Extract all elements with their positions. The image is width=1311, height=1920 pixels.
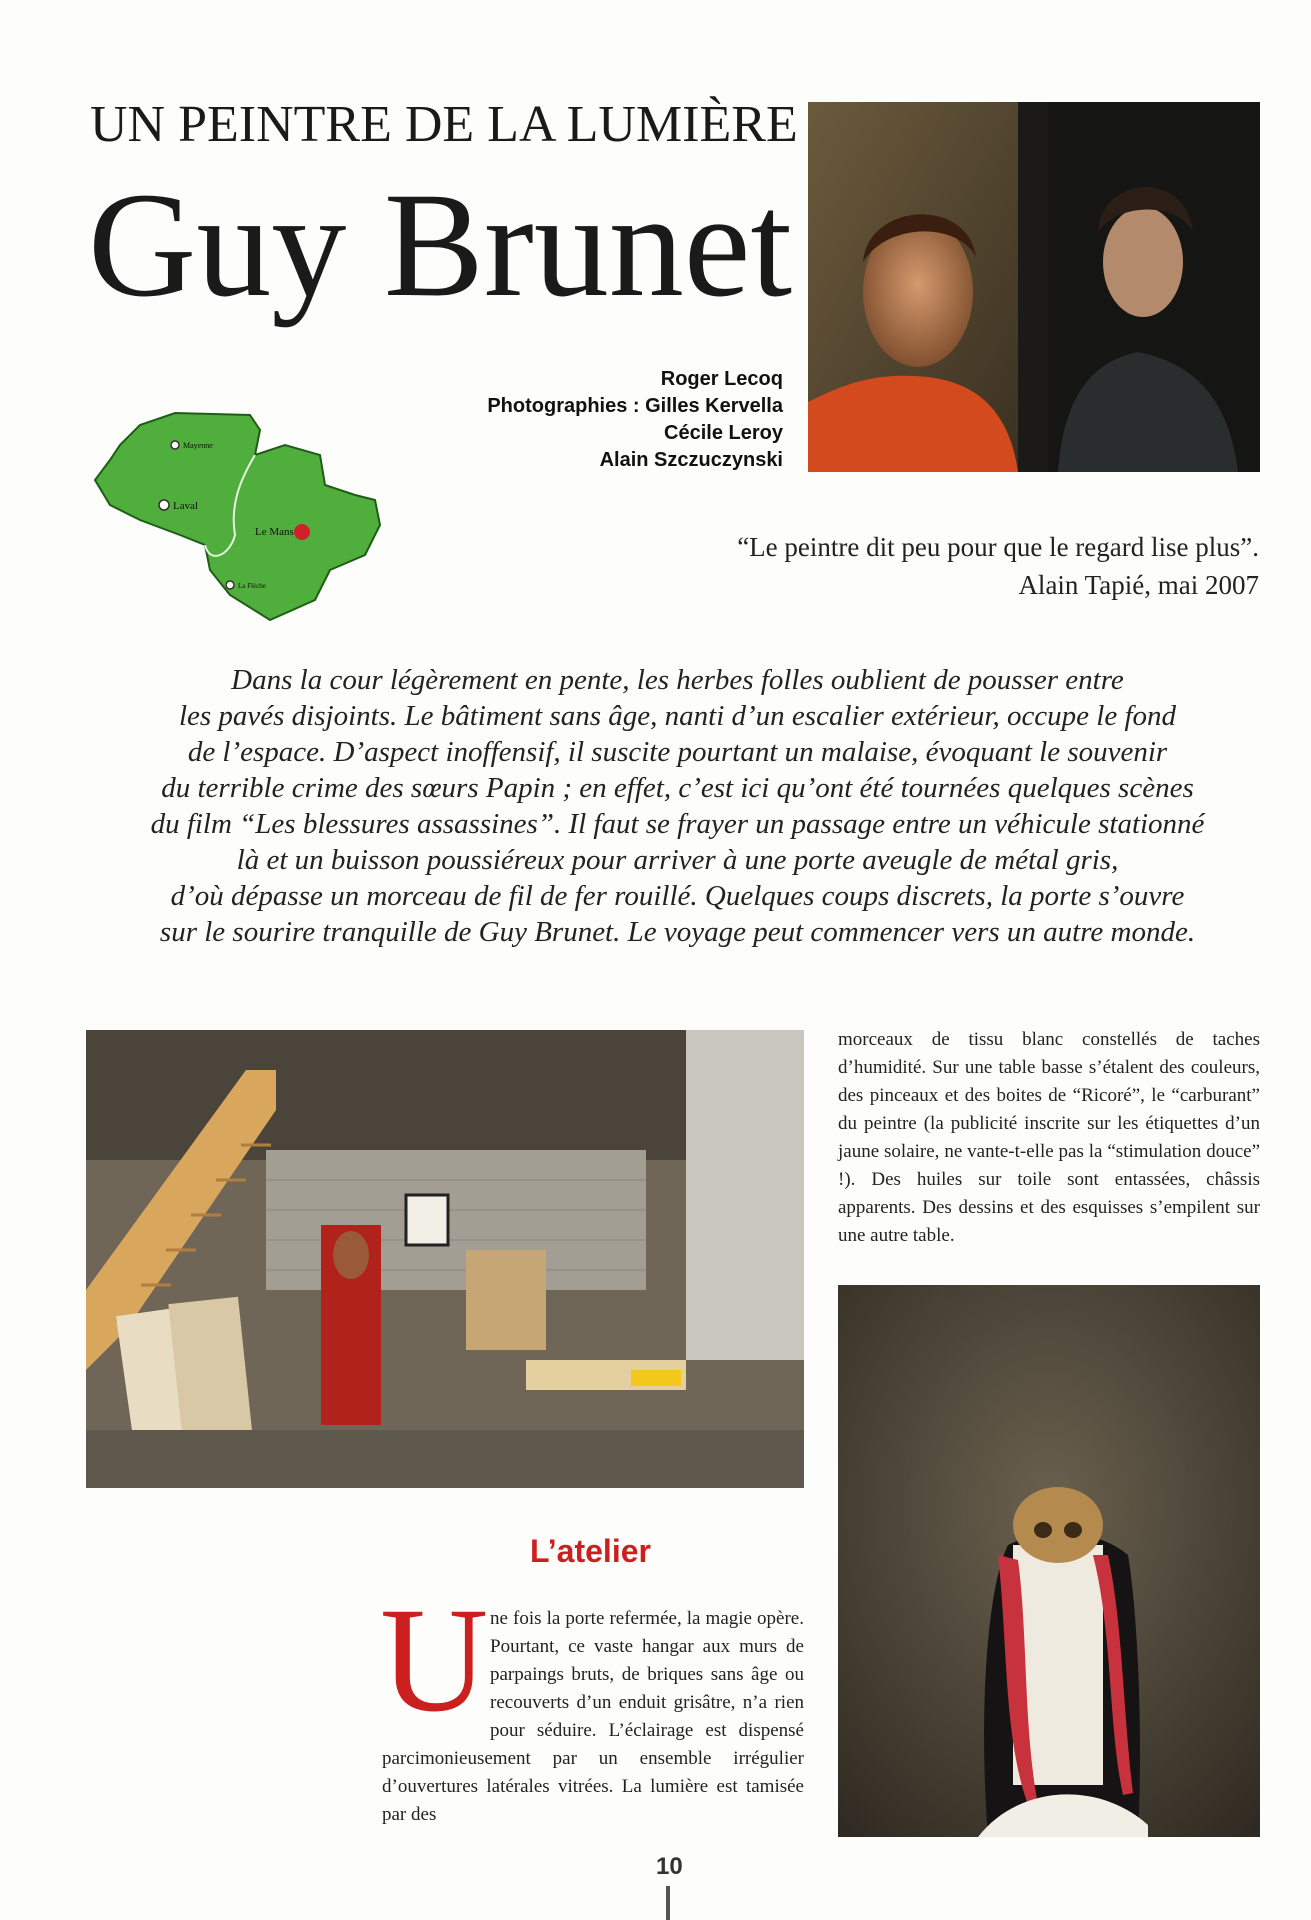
intro-paragraph [95,662,1260,950]
author-credit: Roger Lecoq [660,368,783,390]
intro-line: d’où dépasse un morceau de fil de fer rouillé. Quelques coups discrets, la porte s’ouvre [170,880,1185,912]
intro-line: les pavés disjoints. Le bâtiment sans âge, nanti d’un escalier extérieur, occupe le fond [178,700,1177,732]
intro-line: Dans la cour légèrement en pente, les herbes folles oublient de pousser entre [231,664,1124,696]
page-title: Guy Brunet [88,162,793,328]
dropcap-spacer [382,1605,490,1745]
article-column-left-text: ne fois la porte refermée, la magie opère. Pourtant, ce vaste hangar aux murs de parpaings bruts, de briques sans âge ou recouverts d’un enduit grisâtre, n’a rien pour séduire. L’éclairage est dispensé parcimonieusement par un ensemble irrégulier d’ouvertures latérales vitrées. La lumière est tamisée par des [382,1608,804,1825]
city-marker-laval [159,500,169,510]
photographer-credit-2: Cécile Leroy [664,422,783,444]
article-column-left [382,1605,804,1829]
photographer-credit-3: Alain Szczuczynski [599,449,783,471]
city-marker-le-mans [294,524,310,540]
quote-text: “Le peintre dit peu pour que le regard lise plus”. [737,532,1259,562]
intro-line: du terrible crime des sœurs Papin ; en effet, c’est ici qu’ont été tournées quelques scènes [161,772,1194,804]
artist-portrait-photo [808,102,1260,472]
vanitas-painting [838,1285,1260,1837]
pull-quote [737,528,1259,604]
intro-line: sur le sourire tranquille de Guy Brunet. Le voyage peut commencer vers un autre monde. [159,916,1196,948]
city-marker-mayenne [171,441,179,449]
intro-line: du film “Les blessures assassines”. Il faut se frayer un passage entre un véhicule stationné [150,808,1205,840]
city-label-laval: Laval [173,500,199,512]
intro-line: de l’espace. D’aspect inoffensif, il suscite pourtant un malaise, évoquant le souvenir [187,736,1168,768]
intro-line: là et un buisson poussiéreux pour arriver à une porte aveugle de métal gris, [236,844,1119,876]
page-number: 10 [656,1853,683,1880]
supertitle: UN PEINTRE DE LA LUMIÈRE [90,96,798,153]
article-column-right: morceaux de tissu blanc constellés de taches d’humidité. Sur une table basse s’étalent des couleurs, des pinceaux et des boites de “Ricoré”, le “carburant” du peintre (la publicité inscrite sur les étiquettes d’un jaune solaire, ne vante-t-elle pas la “stimulation douce” !). Des huiles sur toile sont entassées, châssis apparents. Des dessins et des esquisses s’empilent sur une autre table. [838,1029,1260,1246]
city-marker-la-fleche [226,581,234,589]
region-map [80,395,390,625]
city-label-mayenne: Mayenne [183,441,213,450]
atelier-photo [86,1030,804,1488]
city-label-la-fleche: La Flèche [238,582,266,590]
page-number-rule [666,1886,670,1920]
city-label-le-mans: Le Mans [255,526,294,538]
drop-cap: U [380,1577,489,1743]
section-heading: L’atelier [530,1533,651,1569]
quote-attribution: Alain Tapié, mai 2007 [1018,570,1259,600]
photographers-credit: Photographies : Gilles Kervella [487,395,783,417]
